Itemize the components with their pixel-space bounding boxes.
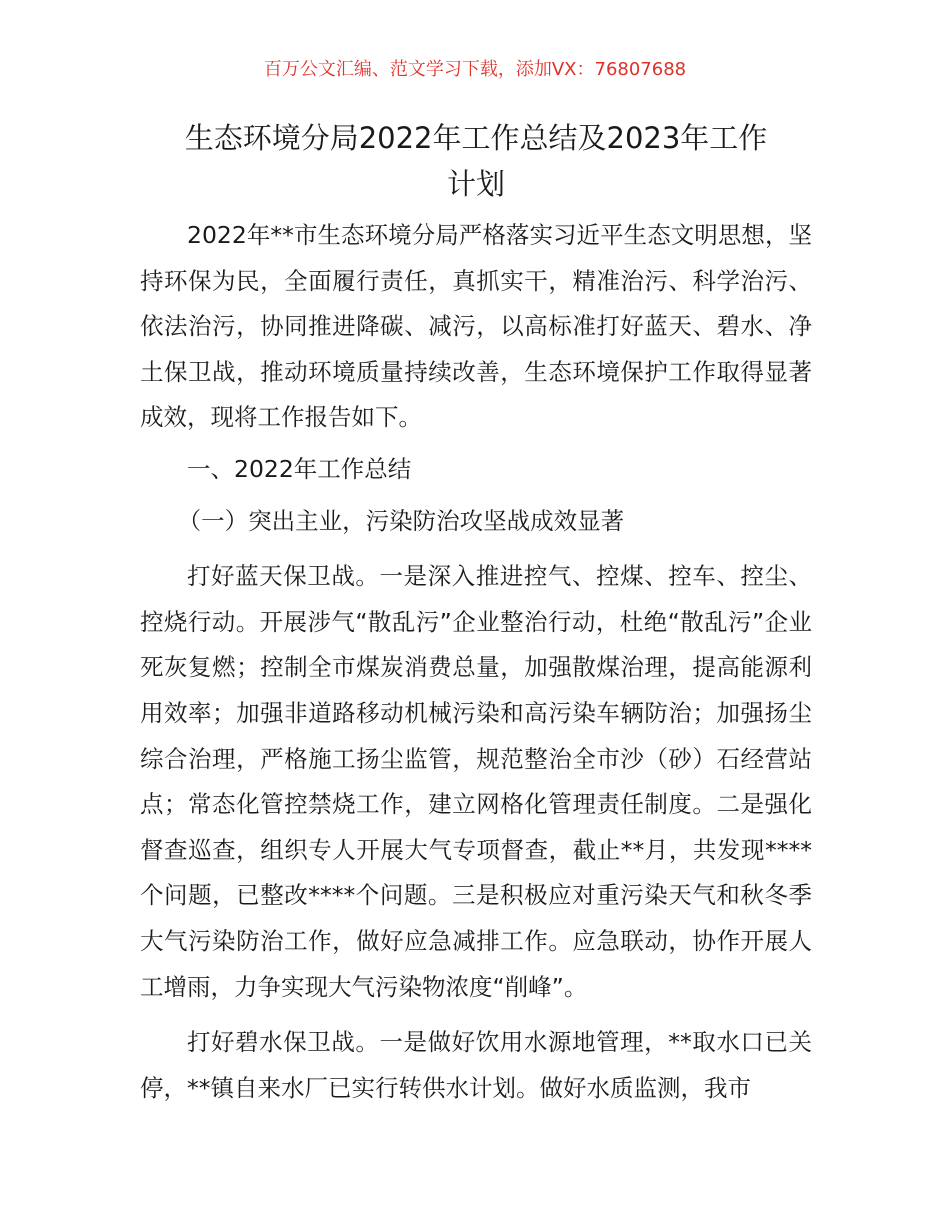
subsection-heading: （一）突出主业，污染防治攻坚战成效显著 [177, 506, 625, 535]
document-body [140, 213, 812, 1111]
water-protection-paragraph: 打好碧水保卫战。一是做好饮用水源地管理，**取水口已关停，**镇自来水厂已实行转供水计划。做好水质监测，我市 [140, 1028, 812, 1102]
air-protection-paragraph: 打好蓝天保卫战。一是深入推进控气、控煤、控车、控尘、控烧行动。开展涉气“散乱污”企业整治行动，杜绝“散乱污”企业死灰复燃；控制全市煤炭消费总量，加强散煤治理，提高能源利用效率；加强非道路移动机械污染和高污染车辆防治；加强扬尘综合治理，严格施工扬尘监管，规范整治全市沙（砂）石经营站点；常态化管控禁烧工作，建立网格化管理责任制度。二是强化督查巡查，组织专人开展大气专项督查，截止**月，共发现****个问题，已整改****个问题。三是积极应对重污染天气和秋冬季大气污染防治工作，做好应急减排工作。应急联动，协作开展人工增雨，力争实现大气污染物浓度“削峰”。 [140, 562, 812, 1001]
title-line-1: 生态环境分局2022年工作总结及2023年工作 [184, 121, 768, 155]
watermark-banner: 百万公文汇编、范文学习下载，添加VX：76807688 [263, 59, 687, 80]
intro-paragraph: 2022年**市生态环境分局严格落实习近平生态文明思想，坚持环保为民，全面履行责任，真抓实干，精准治污、科学治污、依法治污，协同推进降碳、减污，以高标准打好蓝天、碧水、净土保卫战，推动环境质量持续改善，生态环境保护工作取得显著成效，现将工作报告如下。 [140, 221, 812, 432]
document-title [140, 115, 812, 207]
title-line-2: 计划 [446, 167, 505, 201]
section-heading: 一、2022年工作总结 [187, 454, 412, 483]
